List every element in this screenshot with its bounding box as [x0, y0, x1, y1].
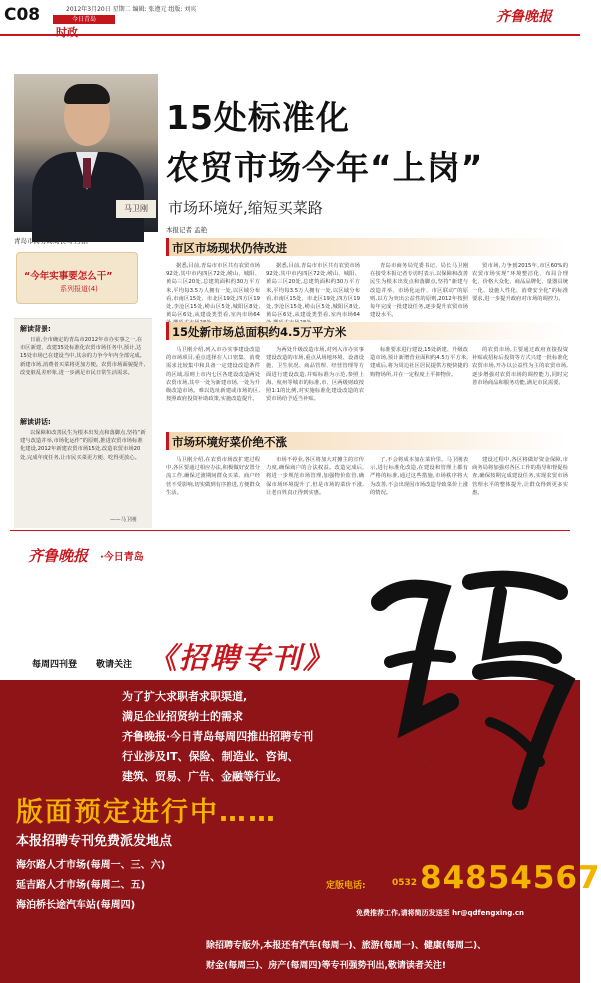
ad-brand-title: 《招聘专刊》	[148, 641, 335, 675]
section-title-3: 市场环境好菜价绝不涨	[172, 435, 287, 449]
ink-brush-character	[370, 562, 570, 812]
ad-logo: 齐鲁晚报	[28, 547, 89, 565]
ad-phone-number: 84854567	[420, 860, 601, 896]
section-1-col-3: 青岛市商务局党委书记、局长马卫刚在接受本报记者专访时表示,以保障和改善民生为根本出发点和落脚点,坚持“新建与改造并举、市场化运作、市区联动”的原则,以方为突出公益性的原则,2012年按照每年完成一批建设任务,逐步提升农贸市场建设水平。	[370, 263, 468, 319]
issue-meta: 2012年3月20日 星期二 编辑: 张遵元 组版: 刘宾	[66, 6, 197, 13]
section-3-col-3: 了,不会将成本加在菜价里。马卫刚表示,进行标准化改造,在建设和管理上都有严格的标准,通过这些措施,市场秩序将大为改善,不会出现因市场改造导致菜价上涨的情况。	[370, 457, 468, 496]
ad-phone-area: 0532	[392, 878, 418, 888]
ad-free-delivery: 本报招聘专刊免费派发地点	[16, 834, 173, 849]
section-1-col-2: 据悉,目前,青岛市市区共有农贸市场92处,其中市内四区72处,崂山、城阳、黄岛三区20处,总建筑面积约30万平方米,平均每3.5万人拥有一处,以区域分布看,市南区15处、市北区19处,四方区19处,李沧区15处,崂山区5处,城阳区8处,黄岛区6处,从建设类型看,室内市场64	[266, 263, 360, 319]
section-1-col-4: 贸市场,力争到2015年,市区60%的农贸市场实现“环境整洁化、布局合理化、价格大众化、商品品牌化、量器具统一化、设施人性化、消费安全化”的标准要求,进一步提升政府对市场的调控力。	[472, 263, 568, 302]
sidebar-box	[14, 318, 152, 528]
byline: 本报记者 孟艳	[166, 226, 208, 234]
ad-attention-note: 敬请关注	[96, 660, 133, 670]
ad-booking-banner: 版面预定进行中……	[16, 797, 277, 828]
section-divider	[10, 530, 570, 531]
ad-big-char: 聘	[430, 762, 431, 763]
photo-caption: 青岛市商务局局长马卫刚。	[14, 237, 92, 245]
ad-phone-label: 定版电话:	[326, 881, 366, 891]
ad-footer-line-1: 除招聘专版外,本报还有汽车(每周一)、旅游(每周一)、健康(每周二)、	[206, 941, 487, 951]
section-3-col-4: 建设过程中,各区将做好资金保障,市商务局将加强对各区工作的指导和督促检查,确保按期完成建设任务,实现农贸市场管理水平的整体提升,让群众得到更多实惠。	[472, 457, 568, 496]
series-title: “今年实事要怎么干”	[24, 271, 113, 282]
ad-line-2: 满足企业招贤纳士的需求	[122, 710, 243, 723]
ad-place-2: 延吉路人才市场(每周二、五)	[16, 880, 146, 891]
sidebar-paragraph-background: 日前,全市确定的青岛市2012年市办实事之一,在市区新建、改建35处标准化农贸市场任务中,预计,达15处市场已在建设当中,其余的力争今年内全部完成。新建市场,消费者买菜将更加方便。农贸市场面貌提升,改变脏乱差形象,进一步满足市民日常生活需求。	[20, 337, 146, 376]
ad-logo-sub: ·今日青岛	[100, 552, 144, 563]
newspaper-logo: 齐鲁晚报	[496, 9, 552, 25]
sidebar-signature: ——马卫刚	[110, 517, 137, 523]
series-tag	[16, 252, 138, 312]
headline-line-1: 15处标准化	[166, 98, 350, 137]
ad-line-3: 齐鲁晚报·今日青岛每周四推出招聘专刊	[122, 730, 314, 743]
ad-weekly-note: 每周四刊登	[32, 660, 78, 670]
headline-line-2: 农贸市场今年“上岗”	[166, 148, 484, 187]
photo-nameplate: 马卫刚	[116, 200, 156, 218]
section-3-col-1: 马卫刚介绍,在农贸市场改扩建过程中,各区要通过相应办法,积极做好安置分流工作,确保过渡期间群众买菜、商户经营不受影响,切实做到有序推进,方便群众生活。	[166, 457, 260, 496]
section-2-col-4: 的农贸市场,主要通过政府直接投资补贴或招标后投资等方式兴建一批标准化农贸市场,开办以公益性为主的农贸市场,逐步增强对农贸市场的调控能力,同时完善市场商品和服务功能,满足市民需要。	[472, 347, 568, 386]
subheadline: 市场环境好,缩短买菜路	[168, 199, 323, 217]
sidebar-heading-background: 解读背景:	[20, 325, 51, 333]
sidebar-paragraph-speech: 以保障和改善民生为根本出发点和落脚点,坚持“新建与改造并举,市场化运作”的原则,推进农贸市场标准化建设,2012年新建农贸市场15处,改造农贸市场20处,完成年度任务,让市民买菜更方便、吃得更放心。	[20, 430, 146, 461]
ad-line-5: 建筑、贸易、广告、金融等行业。	[122, 770, 287, 783]
ad-place-3: 海泊桥长途汽车站(每周四)	[16, 900, 136, 911]
ad-place-1: 海尔路人才市场(每周一、三、六)	[16, 860, 166, 871]
section-label: 时政	[56, 26, 78, 39]
section-2-col-3: 标准要求进行建设,15处新建、升级改造市场,预计新增营业面积约4.5万平方米,建成后,将为周边社区居民提供方便快捷的购物场所,并在一定程度上平抑物价。	[370, 347, 468, 378]
ad-line-1: 为了扩大求职者求职渠道,	[122, 690, 248, 703]
publication-tag: 今日青岛	[53, 15, 115, 24]
sidebar-heading-speech: 解读讲话:	[20, 418, 51, 426]
section-title-1: 市区市场现状仍待改进	[172, 241, 287, 255]
section-3-col-2: 市场不停业,各区将加大对摊主的宣传力度,确保商户的合法权益。改造完成后,将进一步规范市场管理,加强物价监管,确保市场环境提升了,但是市场的菜价不涨,让老百姓真正得到实惠。	[266, 457, 364, 496]
photo-tie	[83, 158, 91, 188]
section-1-col-1: 据悉,目前,青岛市市区共有农贸市场92处,其中市内四区72处,崂山、城阳、黄岛三区20处,总建筑面积约30万平方米,平均每3.5万人拥有一处,以区域分布看,市南区15处、市北区19处,四方区19处,李沧区15处,崂山区5处,城阳区8处,黄岛区6处,从建设类型看,室内市场64	[166, 263, 260, 319]
ad-line-4: 行业涉及IT、保险、制造业、咨询、	[122, 750, 299, 763]
section-2-col-2: 为两处升级改造市场,对列入市办实事建设改造的市场,重点从场地环境、设备设施、卫生状况、商品管理、经营管理等方面进行建设改造,并贴标准为示范,参照上海、杭州等城市的标准,市、区两级财政按照1:1的比例,对实施标准化建设改造的农贸市场给予适当补贴。	[266, 347, 364, 403]
photo-hair	[64, 84, 110, 104]
portrait-photo	[14, 74, 158, 232]
series-subtitle: 系列报道(4)	[60, 285, 98, 293]
ad-email-note: 免费推荐工作,请将简历发送至 hr@qdfengxing.cn	[356, 909, 525, 917]
section-title-2: 15处新市场总面积约4.5万平方米	[172, 325, 347, 339]
ad-footer-line-2: 财金(每周三)、房产(每周四)等专刊强势刊出,敬请读者关注!	[206, 961, 446, 971]
section-2-col-1: 马卫刚介绍,列入市办实事建设改造的市场项目,重点选择在人口密集、消费需求比较集中和具备一定建设改造条件的区域,原则上市内七区各建设改造两处农贸市场,其中一处为新建市场,一处为升级改造市场。难以选址新建或市场的区,按照政府投资补助政策,实施改造提升。	[166, 347, 260, 403]
page-number: C08	[4, 5, 41, 25]
